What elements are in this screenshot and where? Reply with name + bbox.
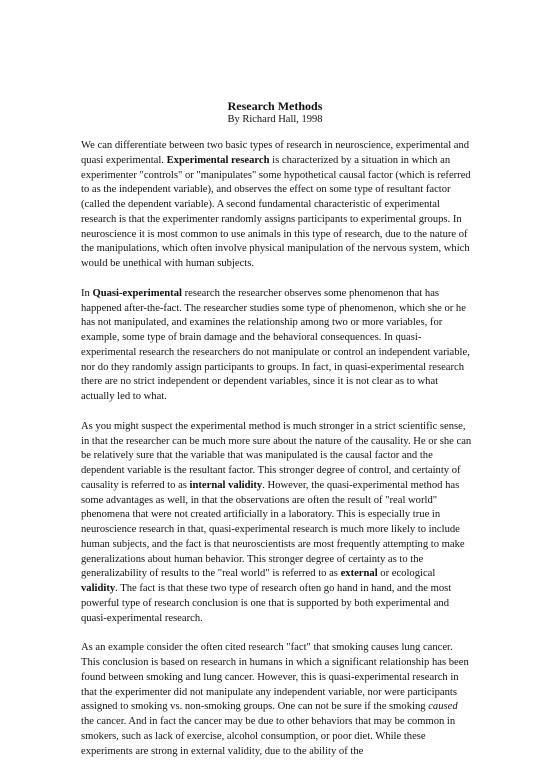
text-run: We can differentiate between two basic types of research in neuroscience, experimental and quasi experimental. <box>81 140 470 166</box>
text-run: or ecological <box>377 568 436 580</box>
text-run: As you might suspect the experimental method is much stronger in a strict scientific sense, in that the researcher can be much more sure about the nature of the causality. He or she can be relatively sure that the variable that was manipulated is the causal factor and the dependent variable is the resultant factor. This stronger degree of control, and certainty of causality is referred to as <box>81 420 472 491</box>
text-run: . However, the quasi-experimental method has some advantages as well, in that the observations are often the result of "real world" phenomena that were not created artificially in a laboratory. This is especially true in neuroscience research in that, quasi-experimental research is much more likely to include human subjects, and the fact is that neuroscientists are most frequently attempting to make generalizations about human behavior. This stronger degree of certainty as to the generalizability of results to the "real world" is referred to as <box>81 479 465 580</box>
bold-term: Experimental research <box>166 154 270 166</box>
paragraph <box>81 287 472 405</box>
text-run: In <box>81 287 93 299</box>
document-body <box>81 139 472 774</box>
bold-term: internal validity <box>189 479 263 491</box>
text-run: research the researcher observes some phenomenon that has happened after-the-fact. The researcher studies some type of phenomenon, which she or he has not manipulated, and examines the relationship among two or more variables, for example, some type of brain damage and the behavioral consequences. In quasi-experimental research the researchers do not manipulate or control an independent variable, nor do they randomly assign participants to groups. In fact, in quasi-experimental research there are no strict independent or dependent variables, since it is not clear as to what actually led to what. <box>81 287 470 402</box>
italic-term: caused <box>428 701 458 713</box>
text-run: is characterized by a situation in which an experimenter "controls" or "manipulates" some hypothetical causal factor (which is referred to as the independent variable), and observes the effect on some type of resultant factor (called the dependent variable). A second fundamental characteristic of experimental research is that the experimenter randomly assigns participants to experimental groups. In neuroscience it is most common to use animals in this type of research, due to the nature of the manipulations, which often involve physical manipulation of the nervous system, which would be unethical with human subjects. <box>81 154 471 269</box>
text-run: the cancer. And in fact the cancer may be due to other behaviors that may be common in smokers, such as lack of exercise, alcohol consumption, or poor diet. While these experiments are strong in external validity, due to the ability of the <box>81 716 456 757</box>
paragraph <box>81 641 472 759</box>
document-title: Research Methods <box>227 99 323 113</box>
author-line: By Richard Hall, 1998 <box>227 114 323 125</box>
text-run: As an example consider the often cited research "fact" that smoking causes lung cancer. This conclusion is based on research in humans in which a significant relationship has been found between smoking and lung cancer. However, this is quasi-experimental research in that the experimenter did not manipulate any independent variable, nor were participants assigned to smoking vs. non-smoking groups. One can not be sure if the smoking <box>81 642 469 713</box>
bold-term: Quasi-experimental <box>92 287 182 299</box>
text-run: . The fact is that these two type of research often go hand in hand, and the most powerful type of research conclusion is one that is supported by both experimental and quasi-experimental research. <box>81 583 452 624</box>
document-header <box>0 99 550 126</box>
paragraph <box>81 139 472 272</box>
bold-term: external <box>340 568 378 580</box>
bold-term: validity <box>81 583 116 594</box>
paragraph <box>81 420 472 627</box>
